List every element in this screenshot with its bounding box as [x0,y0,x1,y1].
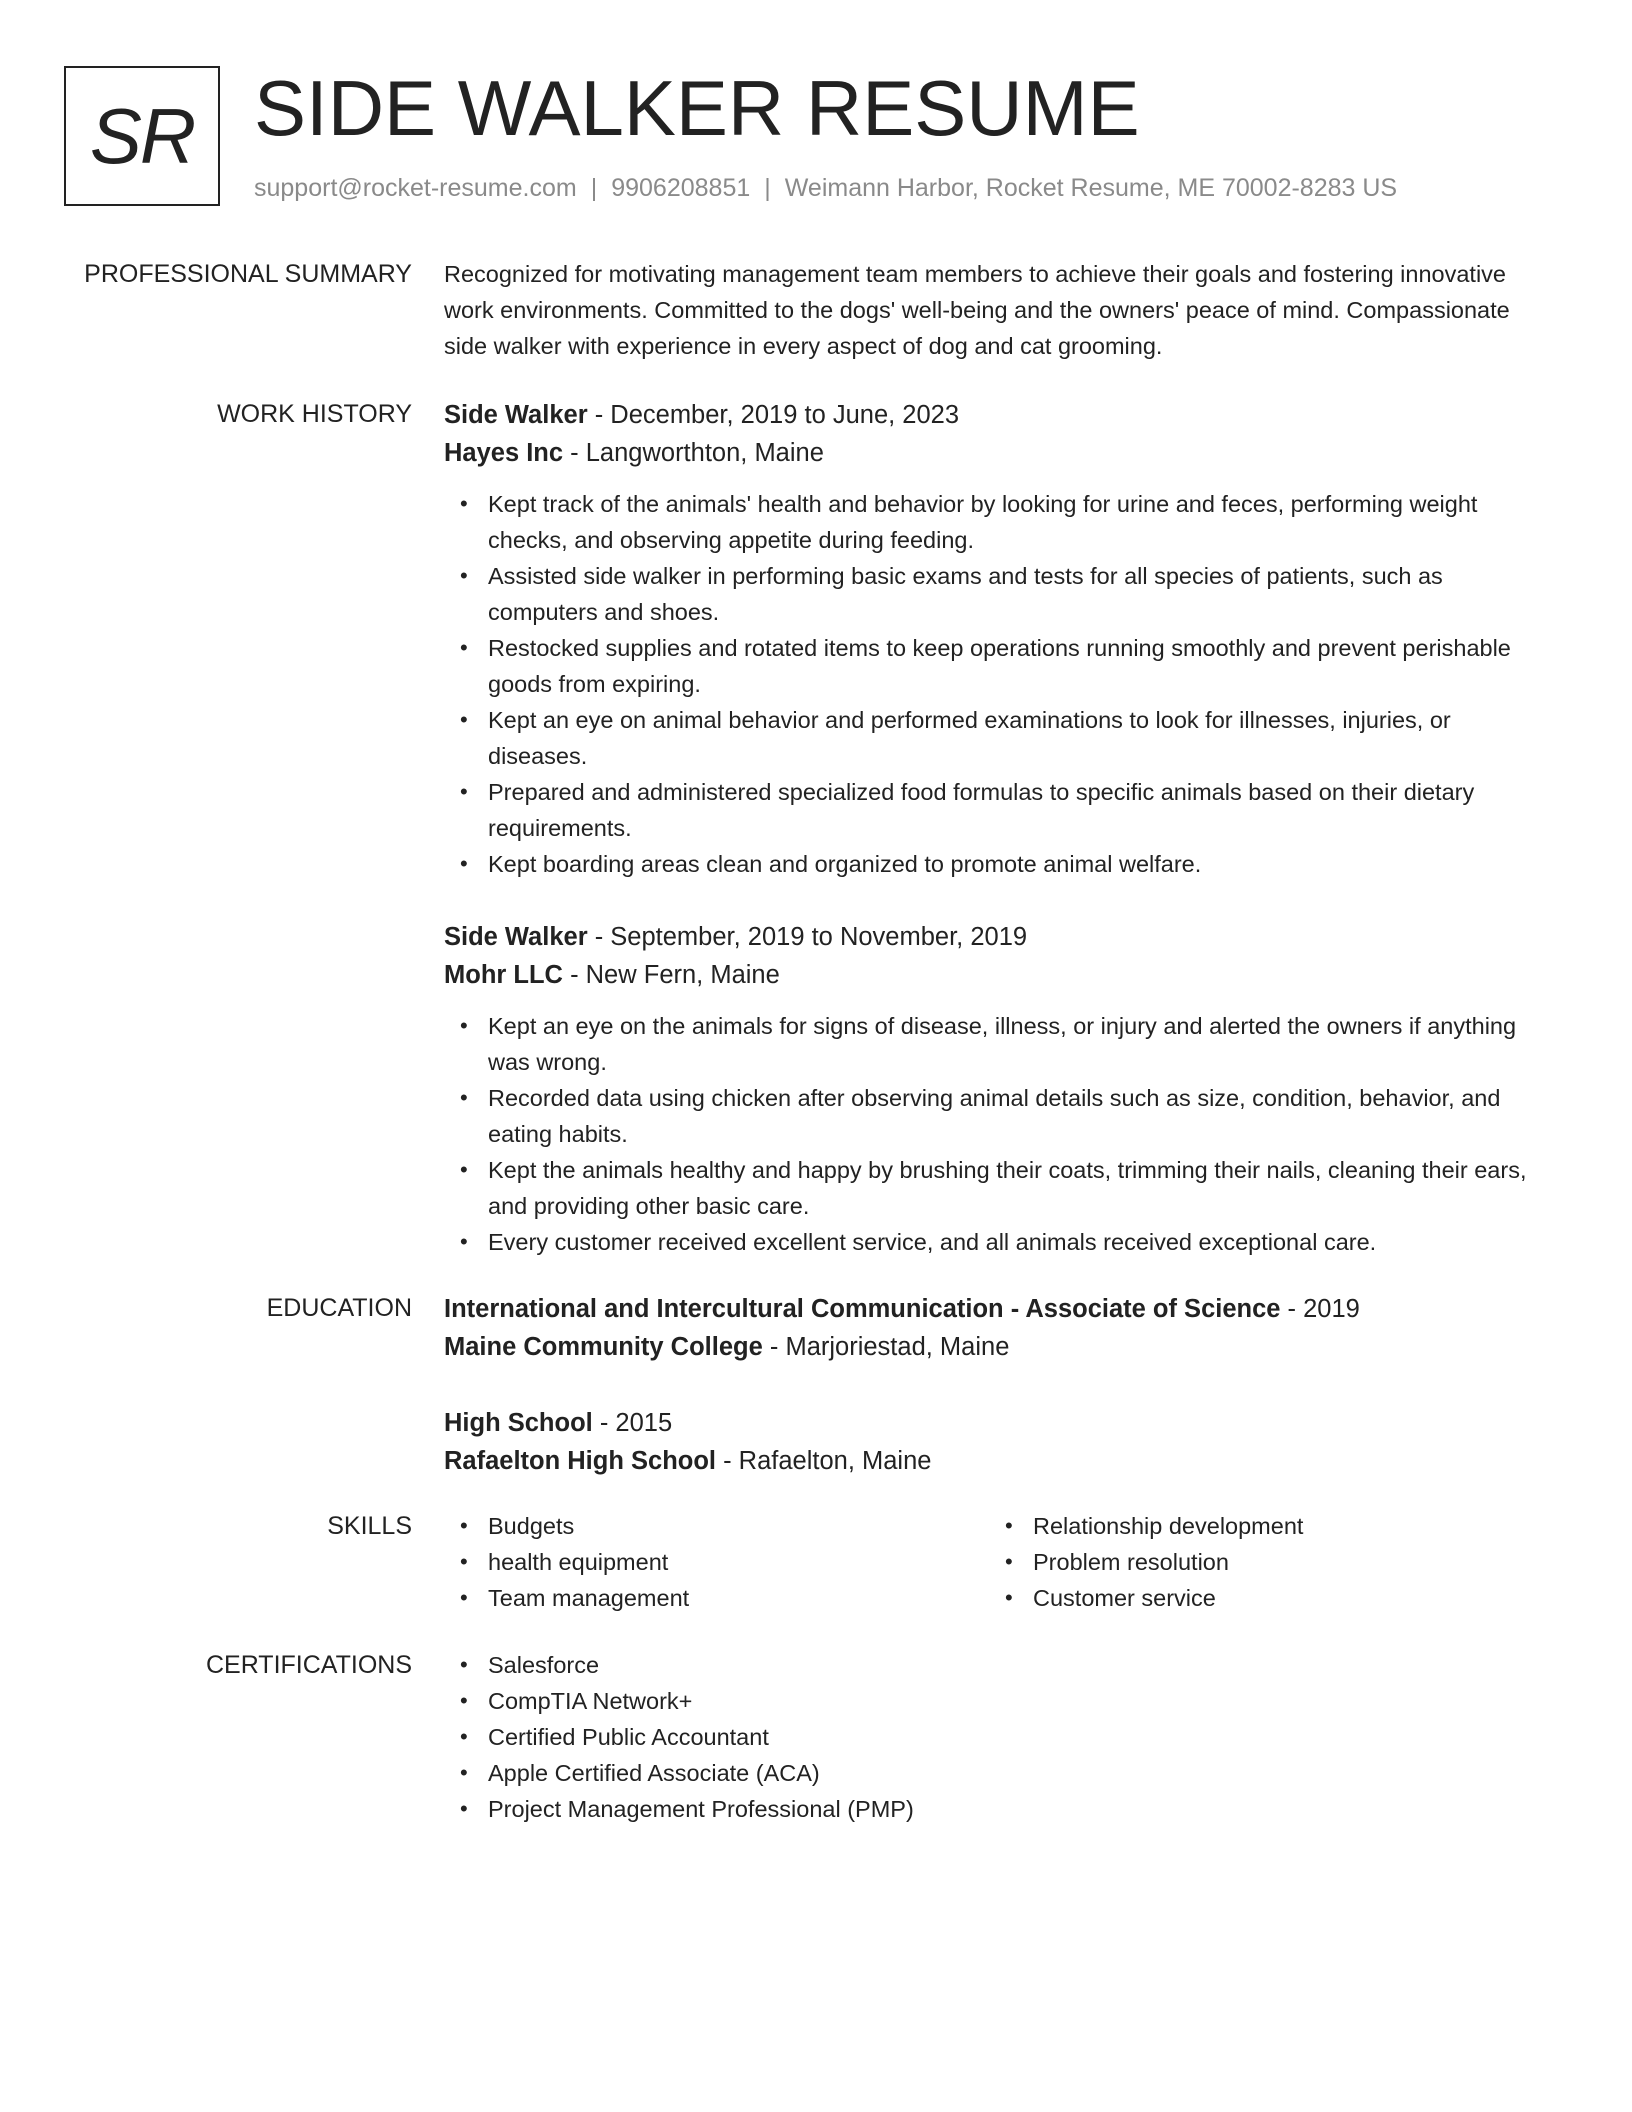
contact-separator: | [590,174,598,202]
education-entry [444,1290,1552,1366]
list-item: • Kept an eye on the animals for signs of disease, illness, or injury and alerted the owners if anything was wrong. [488,1008,1552,1080]
summary-text: Recognized for motivating management team members to achieve their goals and fostering innovative work environments. Committed to the dogs' well-being and the owners' peace of mind. Compassionate side walker with experience in every aspect of dog and cat grooming. [444,261,1510,359]
list-item: • Salesforce [488,1647,1552,1683]
list-item: • Every customer received excellent service, and all animals received exceptional care. [488,1224,1552,1260]
company-location: - Langworthton, Maine [563,439,824,467]
degree-line [444,1404,1552,1442]
section-label-skills: SKILLS [327,1512,412,1540]
list-item: • Certified Public Accountant [488,1719,1552,1755]
job-entry [444,396,1552,882]
school-location: - Rafaelton, Maine [716,1447,932,1475]
list-item: • Prepared and administered specialized food formulas to specific animals based on their dietary requirements. [488,774,1552,846]
job-title: Side Walker [444,923,588,951]
job-title: Side Walker [444,401,588,429]
degree-line [444,1290,1552,1328]
school-line [444,1328,1552,1366]
contact-email: support@rocket-resume.com [254,174,577,202]
list-item: • Problem resolution [1033,1544,1534,1580]
skills-list [444,1508,989,1616]
contact-address: Weimann Harbor, Rocket Resume, ME 70002-8283 US [784,174,1398,202]
section-label-education: EDUCATION [266,1294,412,1322]
list-item: • Apple Certified Associate (ACA) [488,1755,1552,1791]
skills-body [444,1508,1552,1616]
list-item: • Relationship development [1033,1508,1534,1544]
list-item: • Kept an eye on animal behavior and performed examinations to look for illnesses, injuries, or diseases. [488,702,1552,774]
list-item: • Team management [488,1580,989,1616]
school-name: Maine Community College [444,1333,763,1361]
certifications-list [444,1647,1552,1827]
contact-line [254,174,1397,203]
skills-grid [444,1508,1552,1616]
section-label-work-history: WORK HISTORY [217,400,412,428]
job-bullets [444,486,1552,882]
summary-body [444,256,1552,364]
section-label-certifications: CERTIFICATIONS [205,1651,412,1679]
degree-name: International and Intercultural Communication - Associate of Science [444,1295,1281,1323]
list-item: • Kept track of the animals' health and behavior by looking for urine and feces, performing weight checks, and observing appetite during feeding. [488,486,1552,558]
skills-column [444,1508,989,1616]
skills-list [989,1508,1534,1616]
job-dates: - September, 2019 to November, 2019 [587,923,1028,951]
job-title-line [444,918,1552,956]
company-location: - New Fern, Maine [562,961,780,989]
list-item: • Kept boarding areas clean and organized to promote animal welfare. [488,846,1552,882]
list-item: • Restocked supplies and rotated items to keep operations running smoothly and prevent perishable goods from expiring. [488,630,1552,702]
school-line [444,1442,1552,1480]
certifications-body [444,1647,1552,1827]
list-item: • Assisted side walker in performing basic exams and tests for all species of patients, such as computers and shoes. [488,558,1552,630]
education-body [444,1290,1552,1518]
company-name: Mohr LLC [444,961,563,989]
school-name: Rafaelton High School [444,1447,717,1475]
list-item: • health equipment [488,1544,989,1580]
education-entry [444,1404,1552,1480]
job-title-line [444,396,1552,434]
company-name: Hayes Inc [444,439,564,467]
list-item: • Recorded data using chicken after observing animal details such as size, condition, behavior, and eating habits. [488,1080,1552,1152]
work-history-body [444,396,1552,1296]
job-bullets [444,1008,1552,1260]
section-label-summary: PROFESSIONAL SUMMARY [84,260,412,288]
list-item: • Customer service [1033,1580,1534,1616]
list-item: • Project Management Professional (PMP) [488,1791,1552,1827]
monogram-logo: SR [64,66,220,206]
company-line [444,956,1552,994]
list-item: • CompTIA Network+ [488,1683,1552,1719]
resume-header [64,66,1592,210]
school-location: - Marjoriestad, Maine [762,1333,1010,1361]
list-item: • Kept the animals healthy and happy by brushing their coats, trimming their nails, cleaning their ears, and providing other basic care. [488,1152,1552,1224]
skills-column [989,1508,1534,1616]
job-entry [444,918,1552,1260]
contact-separator: | [764,174,771,202]
list-item: • Budgets [488,1508,989,1544]
job-dates: - December, 2019 to June, 2023 [587,401,960,429]
degree-year: - 2019 [1280,1295,1360,1323]
degree-year: - 2015 [592,1409,673,1437]
degree-name: High School [444,1409,593,1437]
contact-phone: 9906208851 [611,174,751,202]
company-line [444,434,1552,472]
resume-name: SIDE WALKER RESUME [254,64,1140,152]
